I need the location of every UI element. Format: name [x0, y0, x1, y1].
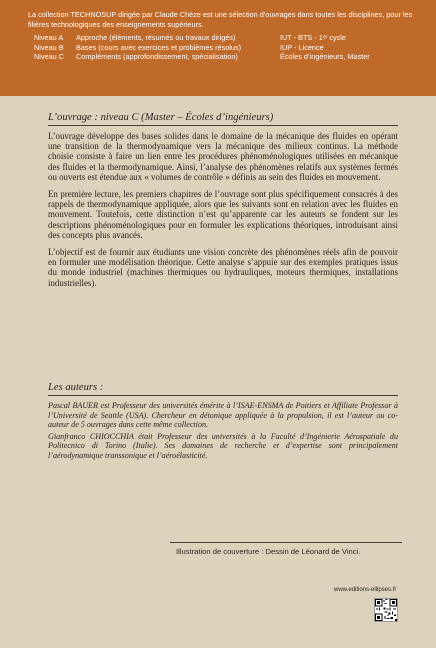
authors-title: Les auteurs :: [48, 382, 104, 393]
ouvrage-paragraph: L’objectif est de fournir aux étudiants une vision concrète des phénomènes réels afin de pouvoir en formuler une modélisation théorique. Cette analyse s’appuie sur des exemples pratiques issus du monde industriel (machines thermiques ou hydrauliques, moteurs thermiques, installations industrielles).: [48, 247, 398, 288]
level-name: Niveau C: [34, 52, 65, 61]
publisher-website[interactable]: www.editions-ellipses.fr: [334, 587, 397, 593]
qr-code: [374, 598, 398, 622]
ouvrage-title: L’ouvrage : niveau C (Master – Écoles d’ingénieurs): [48, 112, 274, 123]
ouvrage-paragraph: En première lecture, les premiers chapitres de l’ouvrage sont plus spécifiquement consacrés à des rappels de thermodynamique appliquée, alors que les suivants sont en relation avec les fluides en mouvement. Toutefois, cette distinction n’est qu’apparente car les auteurs se fondent sur les descriptions phénoménologiques pour en formuler les explications théoriques, introduisant ainsi des concepts plus avancés.: [48, 189, 398, 240]
level-name: Niveau A: [34, 33, 64, 42]
level-row: [34, 33, 434, 43]
collection-intro: La collection TECHNOSUP dirigée par Claude Chèze est une sélection d’ouvrages dans toutes les disciplines, pour les filières technologiques des enseignements supérieurs.: [28, 10, 413, 29]
credit-divider: [170, 542, 402, 543]
ouvrage-paragraph: L’ouvrage développe des bases solides dans le domaine de la mécanique des fluides en opérant une transition de la thermodynamique vers la mécanique des milieux continus. La méthode choisie consiste à faire un lien entre les procédures phénoménologiques utilisées en mécanique des fluides et la thermodynamique. Ainsi, l’analyse des phénomènes relatifs aux systèmes fermés ou ouverts est étendue aux « volumes de contrôle » définis au sein des fluides en mouvement.: [48, 131, 398, 182]
level-name: Niveau B: [34, 42, 64, 52]
title-divider: [48, 125, 398, 126]
level-row: [34, 52, 434, 62]
level-target: IUP - Licence: [280, 42, 324, 52]
level-target: IUT - BTS - 1ᵉʳ cycle: [280, 33, 346, 42]
level-description: Compléments (approfondissement, spécialisation): [76, 52, 238, 61]
level-description: Bases (cours avec exercices et problèmes résolus): [76, 42, 242, 52]
level-row: [34, 43, 434, 53]
ouvrage-section: [48, 112, 398, 288]
author-bio: Pascal BAUER est Professeur des universités émérite à l’ISAE-ENSMA de Poitiers et Affiliate Professor à l’Université de Seattle (USA). Chercheur en détonique appliquée à la propulsion, il est l’auteur ou co-auteur de 5 ouvrages dans cette même collection.: [48, 401, 398, 430]
collection-header: [0, 0, 436, 96]
cover-illustration-credit: Illustration de couverture : Dessin de Léonard de Vinci.: [176, 547, 361, 556]
level-target: Écoles d’ingénieurs, Master: [280, 52, 370, 61]
title-divider: [48, 395, 398, 396]
level-description: Approche (éléments, résumés ou travaux dirigés): [76, 33, 236, 42]
author-bio: Gianfranco CHIOCCHIA était Professeur des universités à la Faculté d’Ingénierie Aérospatiale du Politecnico di Torino (Italie). Ses domaines de recherche et d’expertise sont principalement l’aérodynamique transsonique et l’aéroélasticité.: [48, 431, 398, 460]
authors-section: [48, 382, 398, 461]
levels-table: [34, 33, 434, 62]
